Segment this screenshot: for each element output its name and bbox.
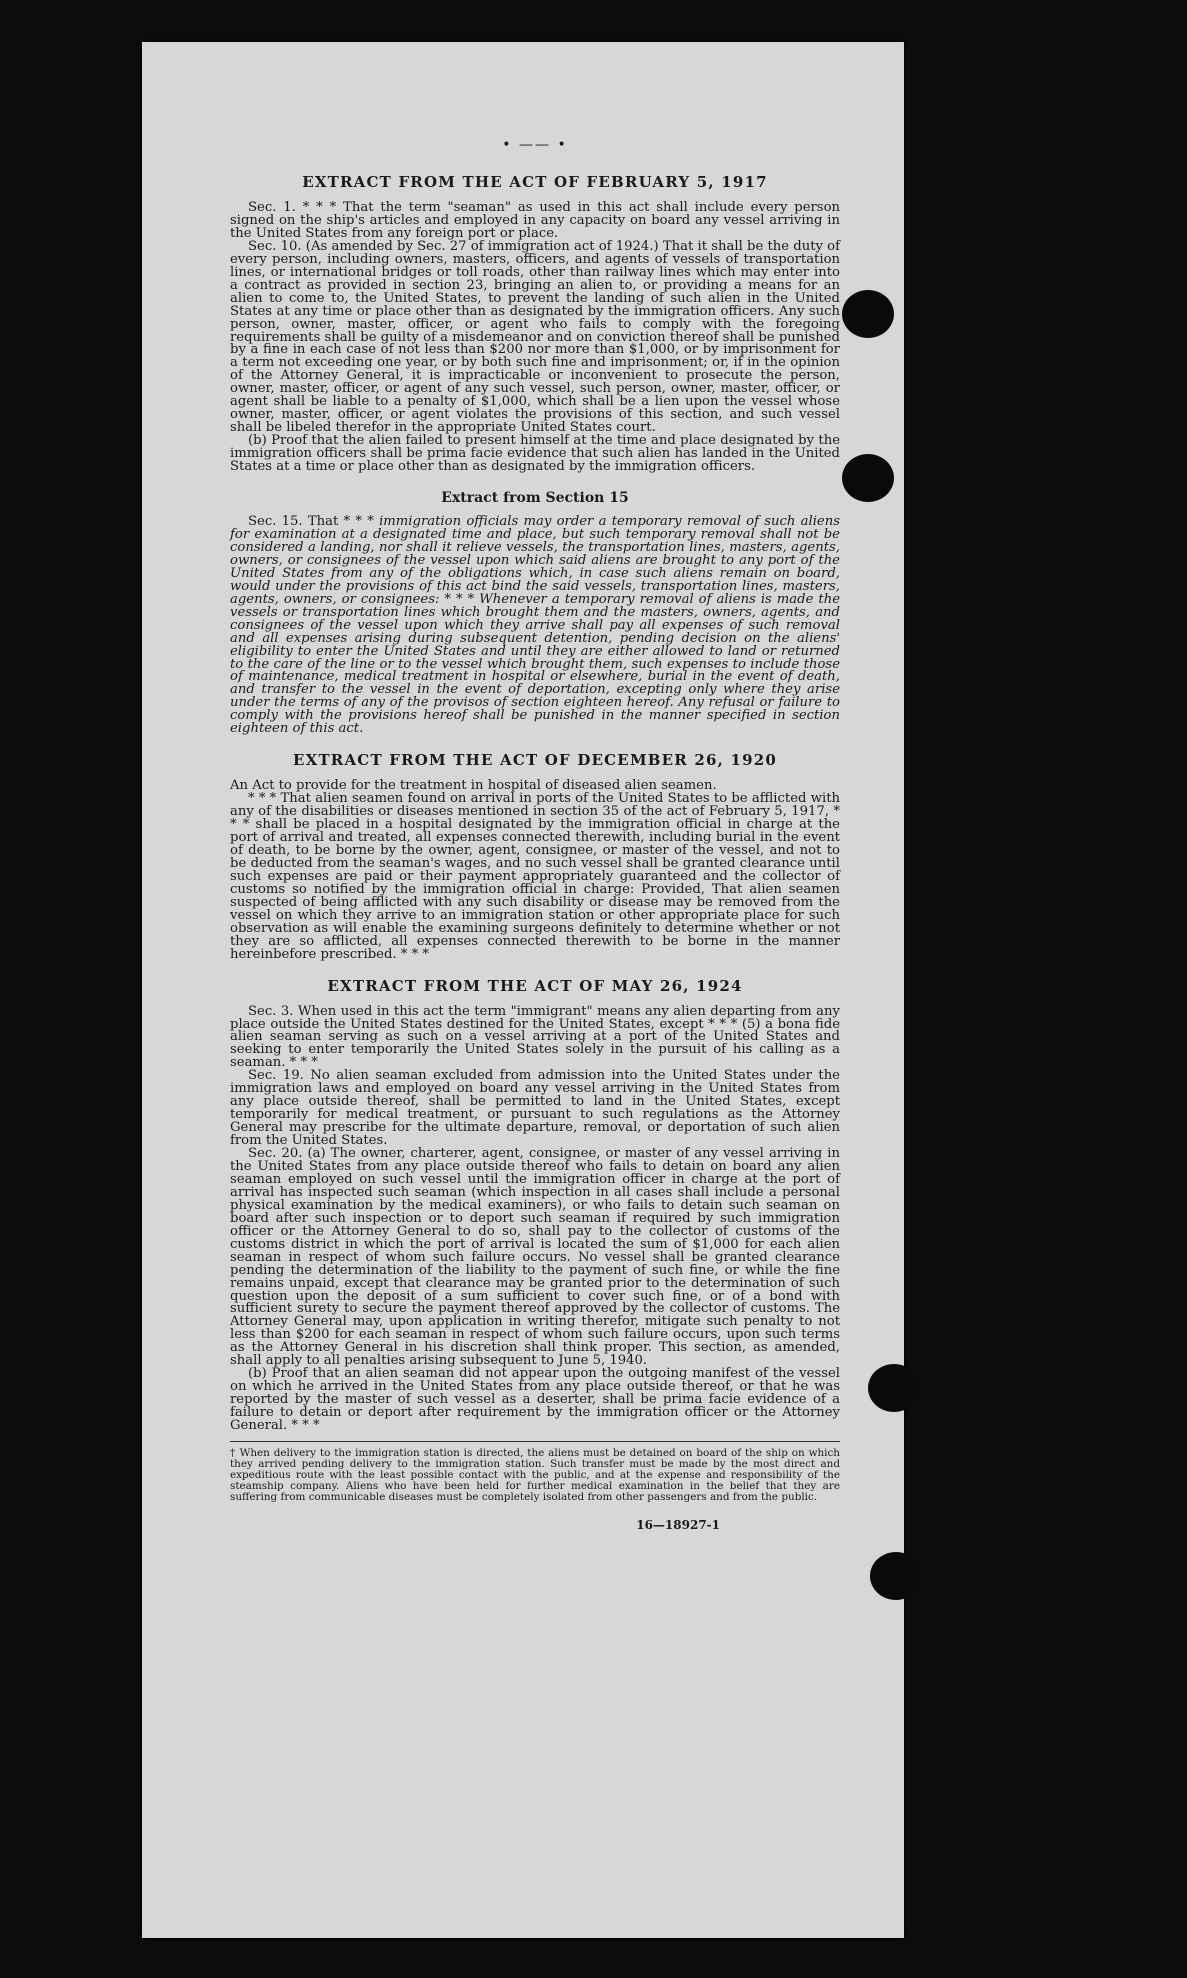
paragraph: Sec. 20. (a) The owner, charterer, agent, consignee, or master of any vessel arriving in the United States from any place outside thereof who fails to detain on board any alien seaman employed on such vessel until the immigration officer in charge at the port of arrival has inspected such seaman (which inspection in all cases shall include a personal physical examination by the medical examiners), or who fails to detain such seaman on board after such inspection or to deport such seaman if required by such immigration officer or the Attorney General to do so, shall pay to the collector of customs of the customs district in which the port of arrival is located the sum of $1,000 for each alien seaman in respect of whom such failure occurs. No vessel shall be granted clearance pending the determination of the liability to the payment of such fine, or while the fine remains unpaid, except that clearance may be granted prior to the determination of such question upon the deposit of a sum sufficient to cover such fine, or of a bond with sufficient surety to secure the payment thereof approved by the collector of customs. The Attorney General may, upon application in writing therefor, mitigate such penalty to not less than $200 for each seaman in respect of whom such failure occurs, upon such terms as the Attorney General in his discretion shall think proper. This section, as amended, shall apply to all penalties arising subsequent to June 5, 1940. (230, 1146, 840, 1369)
form-number: 16—18927-1 (636, 1518, 720, 1533)
punch-hole (842, 290, 894, 338)
header-mark: • —— • (502, 137, 568, 153)
extract-1920 (230, 752, 840, 961)
document-page (142, 42, 904, 1938)
paragraph: Sec. 3. When used in this act the term "immigrant" means any alien departing from any place outside the United States destined for the United States, except * * * (5) a bona fide alien seaman serving as such on a vessel arriving at a port of the United States and seeking to enter temporarily the United States solely in the pursuit of his calling as a seaman. * * * (230, 1003, 840, 1071)
document-body (230, 138, 840, 1532)
section-title: EXTRACT FROM THE ACT OF MAY 26, 1924 (327, 976, 743, 995)
footnote: † When delivery to the immigration station is directed, the aliens must be detained on board of the ship on which they arrived pending delivery to the immigration station. Such transfer must be made by the most direct and expeditious route with the least possible contact with the public, and at the expense and responsibility of the steamship company. Aliens who have been held for further medical examination in the belief that they are suffering from communicable diseases must be completely isolated from other passengers and from the public. (230, 1441, 840, 1503)
paragraph: * * * That alien seamen found on arrival in ports of the United States to be afflicted with any of the disabilities or diseases mentioned in section 35 of the act of February 5, 1917, * * * shall be placed in a hospital designated by the immigration official in charge at the port of arrival and treated, all expenses connected therewith, including burial in the event of death, to be borne by the owner, agent, consignee, or master of the vessel, and not to be deducted from the seaman's wages, and no such vessel shall be granted clearance until such expenses are paid or their payment appropriately guaranteed and the collector of customs so notified by the immigration official in charge: Provided, That alien seamen suspected of being afflicted with any such disability or disease may be removed from the vessel on which they arrive to an immigration station or other appropriate place for such observation as will enable the examining surgeons definitely to determine whether or not they are so afflicted, all expenses connected therewith to be borne in the manner hereinbefore prescribed. * * * (230, 791, 840, 962)
extract-1917 (230, 174, 840, 474)
section-lead: Sec. 15. That * * * (248, 514, 374, 530)
punch-hole (842, 454, 894, 502)
paragraph: Sec. 1. * * * That the term "seaman" as used in this act shall include every person signed on the ship's articles and employed in any capacity on board any vessel arriving in the United States from any foreign port or place. (230, 200, 840, 241)
punch-hole (868, 1364, 920, 1412)
section-title: EXTRACT FROM THE ACT OF DECEMBER 26, 1920 (292, 751, 778, 770)
italic-body: immigration officials may order a temporary removal of such aliens for examination at a designated time and place, but such temporary removal shall not be considered a landing, nor shall it relieve vessels, the transportation lines, masters, agents, owners, or consignees of the vessel upon which said aliens are brought to any port of the United States from any of the obligations which, in case such aliens remain on board, would under the provisions of this act bind the said vessels, transportation lines, masters, agents, owners, or consignees: * * * Whenever a temporary removal of aliens is made the vessels or transportation lines which brought them and the masters, owners, agents, and consignees of the vessel upon which they arrive shall pay all expenses of such removal and all expenses arising during subsequent detention, pending decision on the aliens' eligibility to enter the United States and until they are either allowed to land or returned to the care of the line or to the vessel which brought them, such expenses to include those of maintenance, medical treatment in hospital or elsewhere, burial in the event of death, and transfer to the vessel in the event of deportation, excepting only where they arise under the terms of any of the provisos of section eighteen hereof. Any refusal or failure to comply with the provisions hereof shall be punished in the manner specified in section eighteen of this act. (230, 514, 840, 737)
section-title: EXTRACT FROM THE ACT OF FEBRUARY 5, 1917 (302, 173, 768, 191)
extract-1924 (230, 978, 840, 1433)
paragraph: Sec. 10. (As amended by Sec. 27 of immigration act of 1924.) That it shall be the duty of every person, including owners, masters, officers, and agents of vessels of transportation lines, or international bridges or toll roads, other than railway lines which may enter into a contract as provided in section 23, bringing an alien to, or providing a means for an alien to come to, the United States, to prevent the landing of such alien in the United States at any time or place other than as designated by the immigration officers. Any such person, owner, master, officer, or agent who fails to comply with the foregoing requirements shall be guilty of a misdemeanor and on conviction thereof shall be punished by a fine in each case of not less than $200 nor more than $1,000, or by imprisonment for a term not exceeding one year, or by both such fine and imprisonment; or, if in the opinion of the Attorney General, it is impracticable or inconvenient to prosecute the person, owner, master, officer, or agent of any such vessel, such person, owner, master, officer, or agent shall be liable to a penalty of $1,000, which shall be a lien upon the vessel whose owner, master, officer, or agent violates the provisions of this section, and such vessel shall be libeled therefor in the appropriate United States court. (230, 238, 840, 436)
section-title: Extract from Section 15 (441, 490, 629, 507)
paragraph: (b) Proof that an alien seaman did not appear upon the outgoing manifest of the vessel on which he arrived in the United States from any place outside thereof, or that he was reported by the master of such vessel as a deserter, shall be prima facie evidence of a failure to detain or deport after requirement by the immigration officer or the Attorney General. * * * (230, 1366, 840, 1434)
punch-hole (870, 1552, 922, 1600)
paragraph: An Act to provide for the treatment in hospital of diseased alien seamen. (230, 778, 717, 794)
paragraph (230, 516, 840, 736)
extract-section-15 (230, 490, 840, 736)
paragraph: (b) Proof that the alien failed to present himself at the time and place designated by the immigration officers shall be prima facie evidence that such alien has landed in the United States at a time or place other than as designated by the immigration officers. (230, 433, 840, 475)
paragraph: Sec. 19. No alien seaman excluded from admission into the United States under the immigration laws and employed on board any vessel arriving in the United States from any place outside thereof, shall be permitted to land in the United States, except temporarily for medical treatment, or pursuant to such regulations as the Attorney General may prescribe for the ultimate departure, removal, or deportation of such alien from the United States. (230, 1068, 840, 1149)
